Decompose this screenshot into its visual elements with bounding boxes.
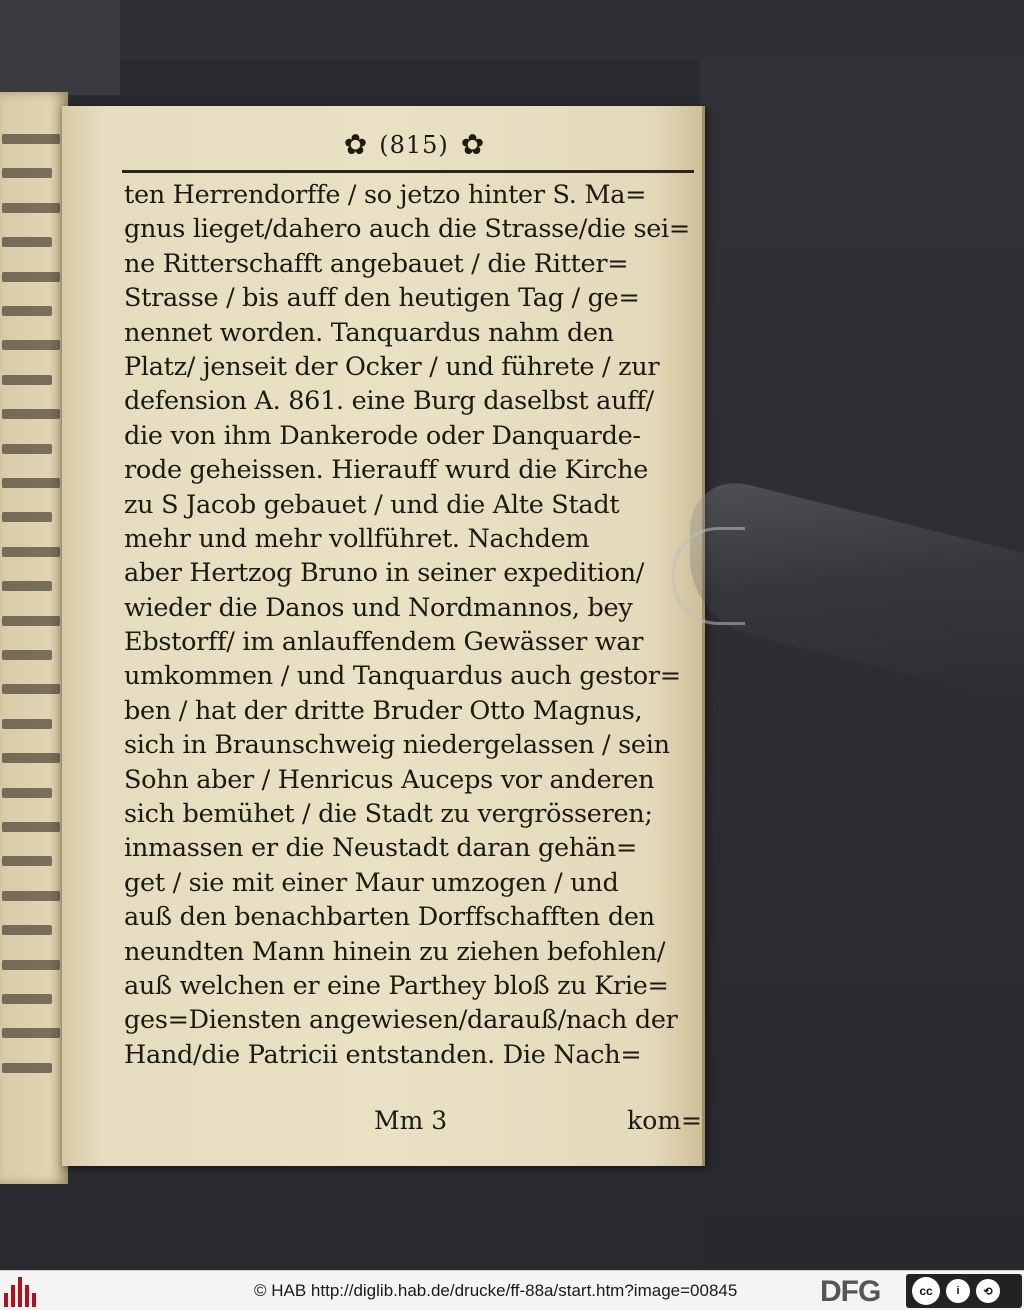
page-header <box>294 128 534 162</box>
facing-page-text-line <box>2 684 60 694</box>
text-line: gnus lieget/dahero auch die Strasse/die sei= <box>124 214 690 245</box>
scanner-bed-left <box>0 0 120 95</box>
flower-ornament-icon: ✿ <box>343 128 368 161</box>
viewer-footer-bar <box>0 1270 1024 1310</box>
body-text <box>124 178 706 1072</box>
text-line: Sohn aber / Henricus Auceps vor anderen <box>124 764 655 795</box>
facing-page-text-line <box>2 409 60 419</box>
attribution-icon: i <box>946 1279 970 1303</box>
facing-page-text-line <box>2 1028 60 1038</box>
facing-page-text-line <box>2 444 52 454</box>
facing-page-text-line <box>2 237 52 247</box>
facing-page-text-line <box>2 168 52 178</box>
facing-page-text-line <box>2 719 52 729</box>
text-line: zu S Jacob gebauet / und die Alte Stadt <box>124 489 620 520</box>
header-rule <box>122 170 694 173</box>
facing-page-text-line <box>2 822 60 832</box>
text-line: Strasse / bis auff den heutigen Tag / ge= <box>124 283 640 314</box>
text-line: get / sie mit einer Maur umzogen / und <box>124 867 619 898</box>
dfg-logo[interactable]: DFG <box>820 1275 881 1308</box>
facing-page-text-line <box>2 994 52 1004</box>
book-page <box>62 106 705 1166</box>
flower-ornament-icon: ✿ <box>460 128 485 161</box>
facing-page-text-line <box>2 581 52 591</box>
license-badge[interactable] <box>906 1274 1022 1308</box>
catchword: kom= <box>627 1106 702 1135</box>
facing-page-text-line <box>2 375 52 385</box>
facing-page-left <box>0 92 68 1184</box>
facing-page-text-line <box>2 753 60 763</box>
text-line: aber Hertzog Bruno in seiner expedition/ <box>124 558 645 589</box>
text-line: Ebstorff/ im anlauffendem Gewässer war <box>124 627 644 658</box>
text-line: inmassen er die Neustadt daran gehän= <box>124 833 638 864</box>
facing-page-text-line <box>2 891 60 901</box>
text-line: Hand/die Patricii entstanden. Die Nach= <box>124 1039 642 1070</box>
text-line: auß den benachbarten Dorffschafften den <box>124 902 655 933</box>
facing-page-text-line <box>2 203 60 213</box>
text-line: sich in Braunschweig niedergelassen / sein <box>124 730 670 761</box>
facing-page-text-line <box>2 856 52 866</box>
facing-page-text-line <box>2 925 52 935</box>
facing-page-text-line <box>2 650 52 660</box>
copyright-link[interactable]: © HAB http://diglib.hab.de/drucke/ff-88a/start.htm?image=00845 <box>254 1281 738 1300</box>
text-line: ges=Diensten angewiesen/darauß/nach der <box>124 1005 678 1036</box>
facing-page-text-line <box>2 272 60 282</box>
text-line: neundten Mann hinein zu ziehen befohlen/ <box>124 936 666 967</box>
text-line: umkommen / und Tanquardus auch gestor= <box>124 661 681 692</box>
text-line: ben / hat der dritte Bruder Otto Magnus, <box>124 695 643 726</box>
text-line: sich bemühet / die Stadt zu vergrösseren; <box>124 799 653 830</box>
facing-page-text-line <box>2 788 52 798</box>
facing-page-text-line <box>2 547 60 557</box>
facing-page-text-line <box>2 478 60 488</box>
facing-page-text-line <box>2 134 60 144</box>
text-line: mehr und mehr vollführet. Nachdem <box>124 523 590 554</box>
facing-page-text-line <box>2 960 60 970</box>
page-number: (815) <box>379 131 449 159</box>
facing-page-text-line <box>2 512 52 522</box>
text-line: rode geheissen. Hierauff wurd die Kirche <box>124 455 649 486</box>
text-line: die von ihm Dankerode oder Danquarde- <box>124 420 641 451</box>
text-line: auß welchen er eine Parthey bloß zu Krie= <box>124 970 669 1001</box>
text-line: ne Ritterschafft angebauet / die Ritter= <box>124 248 629 279</box>
hab-logo-icon[interactable] <box>4 1275 44 1307</box>
text-line: Platz/ jenseit der Ocker / und führete / zur <box>124 351 660 382</box>
facing-page-text-line <box>2 1063 52 1073</box>
share-alike-icon: ⟲ <box>976 1279 1000 1303</box>
text-line: nennet worden. Tanquardus nahm den <box>124 317 614 348</box>
scanner-bed-top <box>120 0 1024 60</box>
facing-page-text-line <box>2 616 60 626</box>
text-line: defension A. 861. eine Burg daselbst auff/ <box>124 386 654 417</box>
page-footer <box>124 1106 702 1140</box>
signature-mark: Mm 3 <box>374 1106 448 1135</box>
facing-page-text-line <box>2 340 60 350</box>
text-line: wieder die Danos und Nordmannos, bey <box>124 592 633 623</box>
cc-icon: cc <box>912 1277 940 1305</box>
text-line: ten Herrendorffe / so jetzo hinter S. Ma= <box>124 180 647 210</box>
facing-page-text-line <box>2 306 52 316</box>
